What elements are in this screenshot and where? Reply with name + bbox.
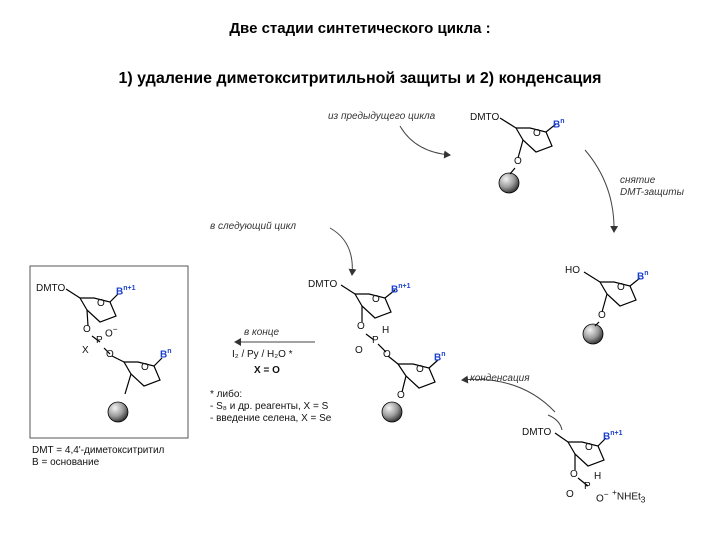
label-oxidation-reagent: I₂ / Py / H₂O * <box>232 349 293 360</box>
mol-d-po: O <box>566 489 574 500</box>
mol-e-base-top: $B^{n+1}$ <box>116 285 136 298</box>
mol-c-p: P <box>372 335 379 346</box>
mol-e-x: X <box>82 345 89 356</box>
note-line-1: * либо: <box>210 389 243 400</box>
slide-subtitle: 1) удаление диметокситритильной защиты и 2) конденсация <box>118 70 602 87</box>
note-line-3: - введение селена, X = Se <box>210 413 332 424</box>
mol-c-dmto: DMTO <box>308 279 338 290</box>
mol-c-ring-o: O <box>372 294 380 305</box>
mol-d-3-o: O <box>570 469 578 480</box>
mol-e-ring-o: O <box>97 298 105 309</box>
label-x-equals-o: X = O <box>254 365 280 376</box>
mol-d-o-minus: O− <box>596 489 609 505</box>
mol-e-dmto: DMTO <box>36 283 66 294</box>
mol-c-ring-o2: O <box>416 364 424 375</box>
mol-e-3-o: O <box>83 324 91 335</box>
molecule-phosphotriester-dinucleotide <box>66 289 162 422</box>
arrow-to-next-cycle <box>330 228 352 275</box>
mol-c-3-o2: O <box>397 390 405 401</box>
mol-c-3-o: O <box>357 321 365 332</box>
mol-e-ring-o2: O <box>141 362 149 373</box>
mol-d-ring-o: O <box>585 442 593 453</box>
slide-title: Две стадии синтетического цикла : <box>229 20 491 37</box>
molecule-detritylated-nucleoside <box>583 272 640 344</box>
mol-e-o-minus: O− <box>105 324 118 340</box>
legend-base: B = основание <box>32 457 100 468</box>
mol-a-base: $B^n$ <box>553 118 565 131</box>
mol-d-counterion: +NHEt$_3$ <box>612 487 646 505</box>
arrow-detritylation <box>585 150 614 232</box>
mol-b-base: $B^n$ <box>637 270 649 283</box>
mol-c-h: H <box>382 325 390 336</box>
mol-c-po: O <box>355 345 363 356</box>
note-line-2: - S₈ и др. реагенты, X = S <box>210 401 329 412</box>
mol-e-5-o: O <box>106 349 114 360</box>
mol-e-p: P <box>96 335 103 346</box>
mol-b-3-o: O <box>598 310 606 321</box>
mol-c-5-o: O <box>383 349 391 360</box>
mol-b-ho: HO <box>565 265 580 276</box>
label-from-previous-cycle: из предыдущего цикла <box>328 111 436 122</box>
mol-e-base-bottom: $B^n$ <box>160 348 172 361</box>
legend-dmt: DMT = 4,4'-диметокситритил <box>32 445 165 456</box>
arrow-from-previous-cycle <box>400 126 450 155</box>
label-condensation: конденсация <box>470 373 530 384</box>
mol-b-ring-o: O <box>617 282 625 293</box>
mol-d-dmto: DMTO <box>522 427 552 438</box>
label-to-next-cycle: в следующий цикл <box>210 221 297 232</box>
mol-a-ring-o: O <box>533 128 541 139</box>
label-at-end: в конце <box>244 327 280 338</box>
mol-c-base-bottom: $B^n$ <box>434 351 446 364</box>
mol-d-p: P <box>584 481 591 492</box>
molecule-dmt-nucleoside-top <box>499 118 556 193</box>
mol-d-h: H <box>594 471 602 482</box>
arrow-condensation-main <box>462 379 555 412</box>
mol-d-base: $B^{n+1}$ <box>603 430 623 443</box>
label-detritylation: снятие <box>620 175 656 186</box>
mol-c-base-top: $B^{n+1}$ <box>391 283 411 296</box>
label-detritylation-2: DMT-защиты <box>620 187 684 198</box>
mol-a-3-o: O <box>514 156 522 167</box>
mol-a-dmto: DMTO <box>470 112 500 123</box>
